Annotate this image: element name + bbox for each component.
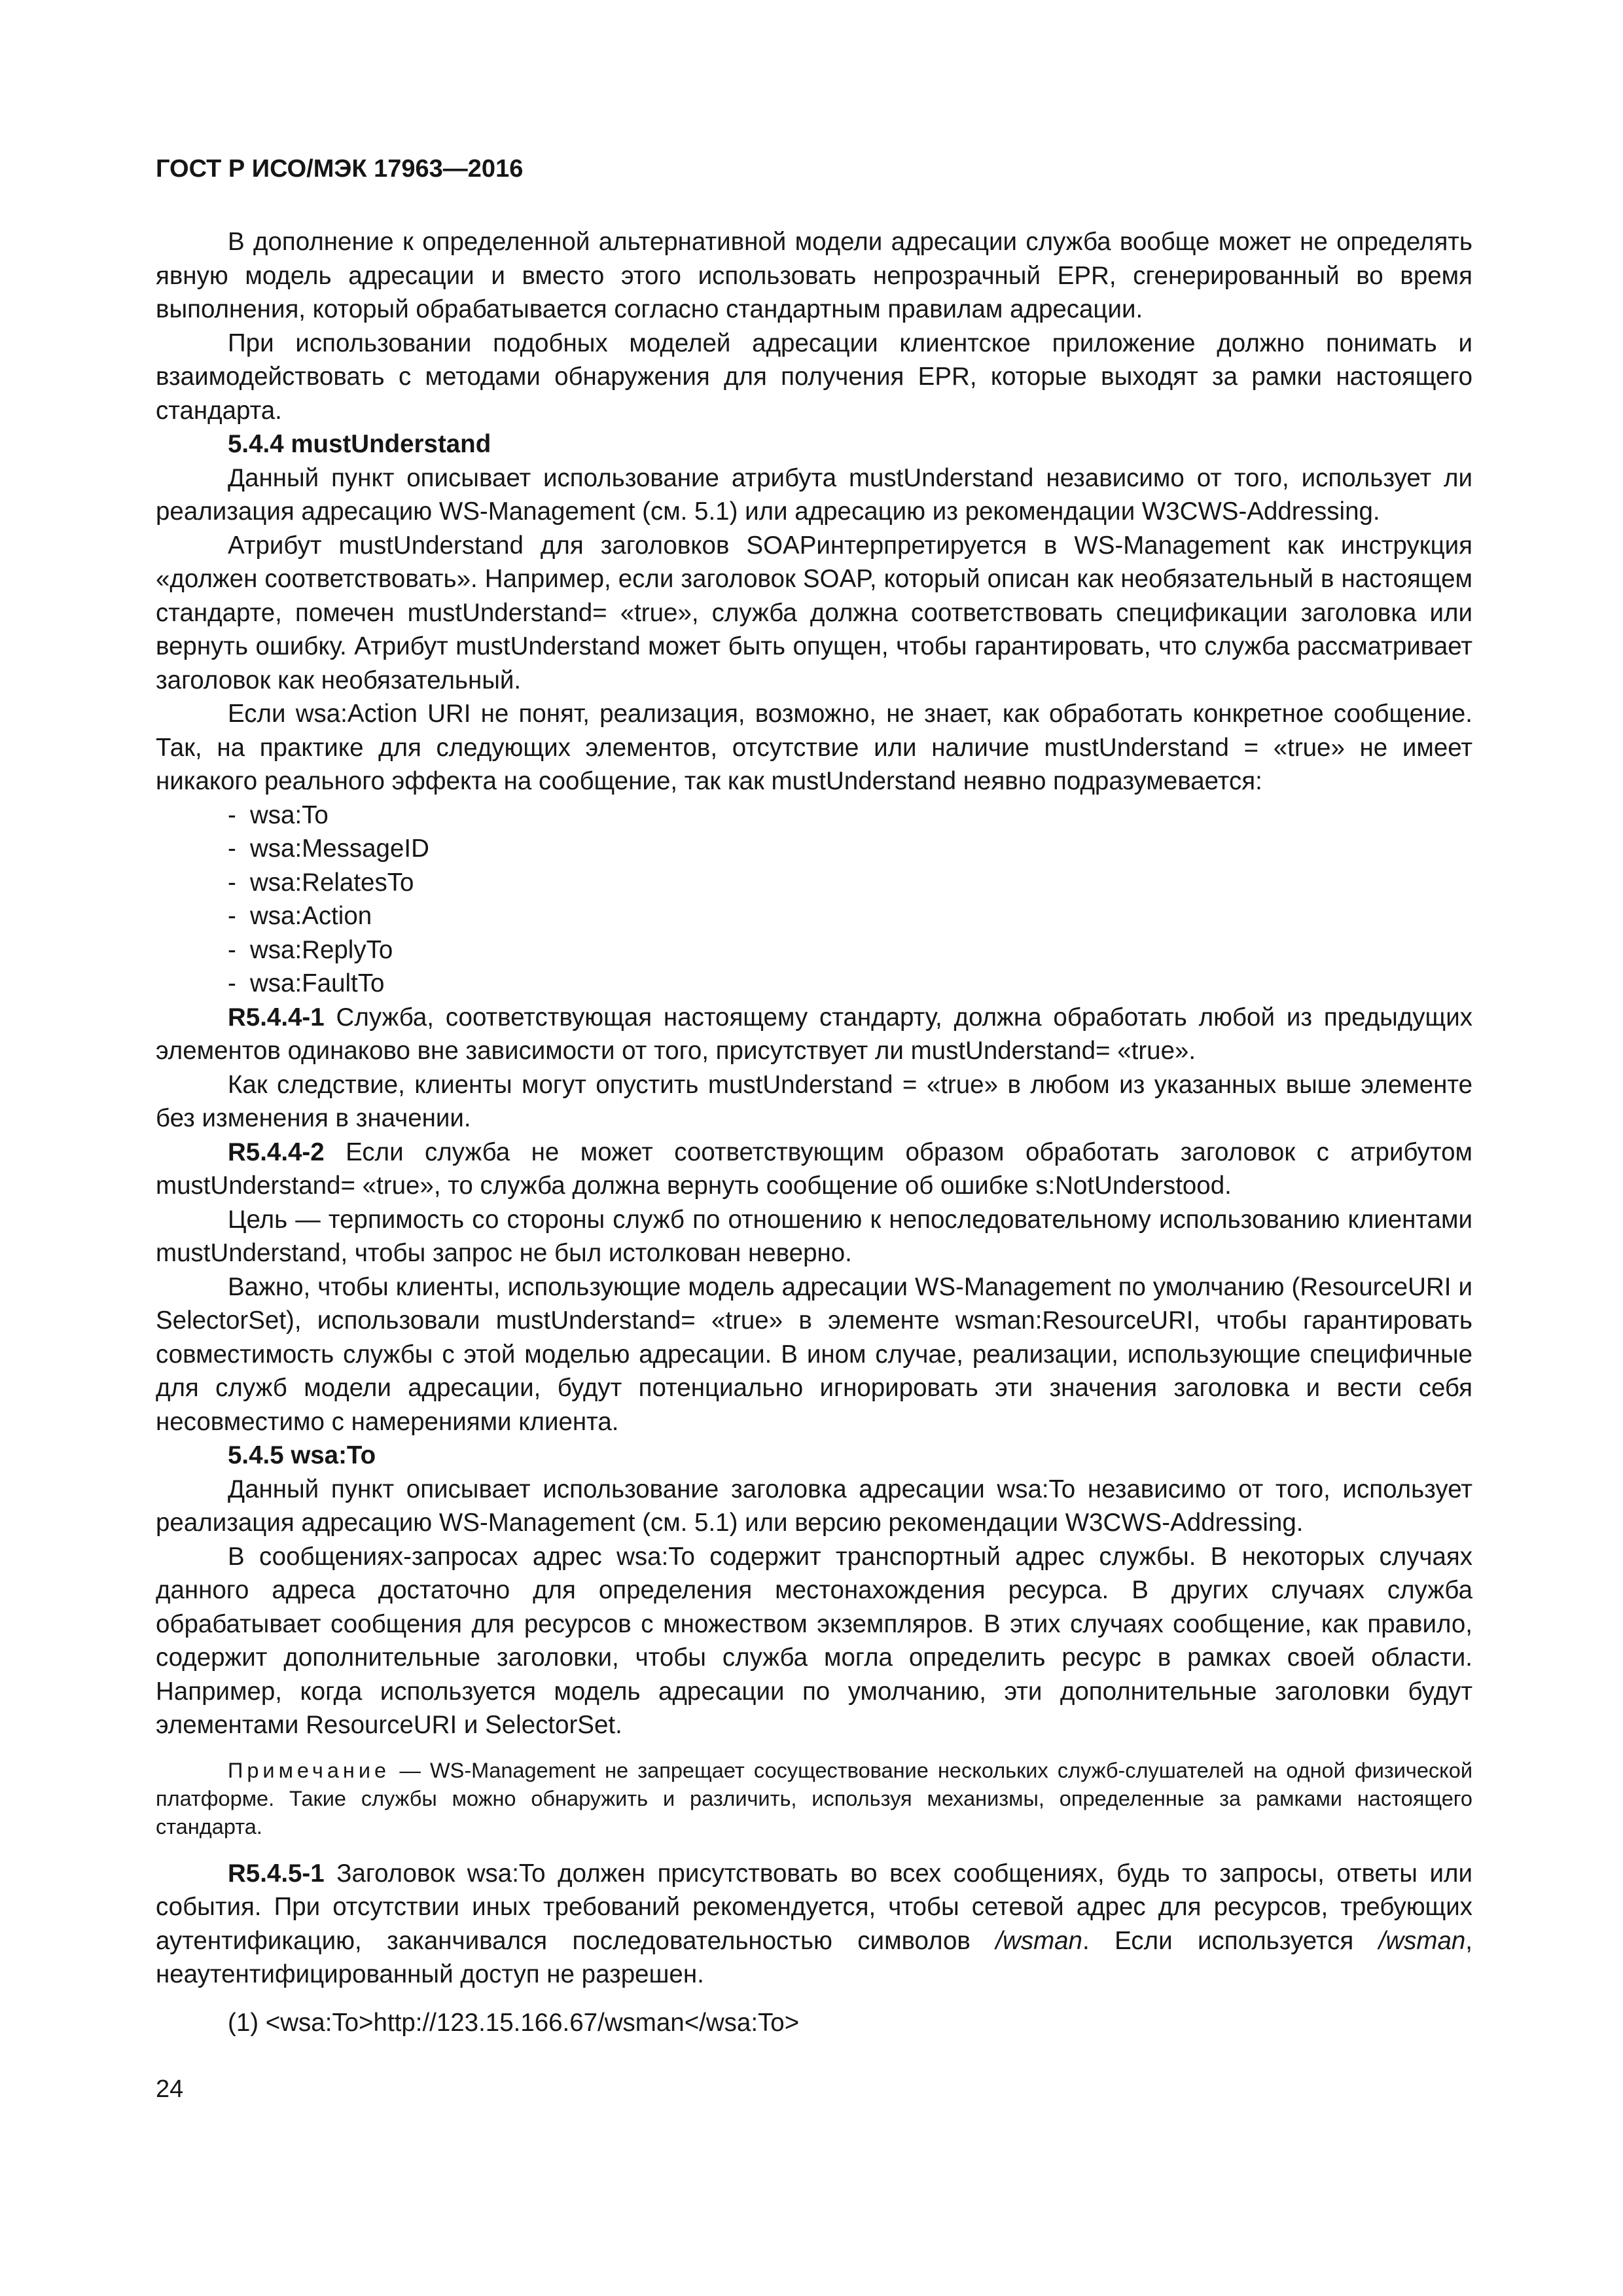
- paragraph: Цель — терпимость со стороны служб по отношению к непоследовательному использованию клиентами mustUnderstand, чтобы запрос не был истолкован неверно.: [156, 1205, 1472, 1267]
- requirement-r5-4-5-1: R5.4.5-1 Заголовок wsa:To должен присутствовать во всех сообщениях, будь то запросы, ответы или события. При отсутствии иных требований рекомендуется, чтобы сетевой адрес для ресурсов, требующих аутентификацию, заканчивался последовательностью символов /wsman. Если используется /wsman, неаутентифицированный доступ не разрешен.: [156, 1859, 1472, 1988]
- paragraph: Важно, чтобы клиенты, использующие модель адресации WS-Management по умолчанию (ResourceURI и SelectorSet), использовали mustUnderstand= «true» в элементе wsman:ResourceURI, чтобы гарантировать совместимость службы с этой моделью адресации. В ином случае, реализации, использующие специфичные для служб модели адресации, будут потенциально игнорировать эти значения заголовка и вести себя несовместимо с намерениями клиента.: [156, 1272, 1472, 1436]
- element-list: [156, 798, 1472, 1001]
- list-marker: -: [228, 834, 236, 863]
- requirement-r5-4-4-2: R5.4.4-2 Если служба не может соответствующим образом обработать заголовок с атрибутом mustUnderstand= «true», то служба должна вернуть сообщение об ошибке s:NotUnderstood.: [156, 1138, 1472, 1200]
- list-item: - wsa:FaultTo: [228, 967, 1472, 1001]
- paragraph: Атрибут mustUnderstand для заголовков SOAPинтерпретируется в WS-Management как инструкция «должен соответствовать». Например, если заголовок SOAP, который описан как необязательный в настоящем стандарте, помечен mustUnderstand= «true», служба должна соответствовать спецификации заголовка или вернуть ошибку. Атрибут mustUnderstand может быть опущен, чтобы гарантировать, что служба рассматривает заголовок как необязательный.: [156, 531, 1472, 694]
- list-marker: -: [228, 902, 236, 930]
- list-marker: -: [228, 868, 236, 897]
- requirement-id: R5.4.4-2: [228, 1138, 325, 1166]
- list-marker: -: [228, 969, 236, 997]
- paragraph: Данный пункт описывает использование атрибута mustUnderstand независимо от того, использует ли реализация адресацию WS-Management (см. 5.1) или адресацию из рекомендации W3CWS-Addressing.: [156, 463, 1472, 526]
- paragraph: Данный пункт описывает использование заголовка адресации wsa:To независимо от того, использует реализация адресацию WS-Management (см. 5.1) или версию рекомендации W3CWS-Addressing.: [156, 1475, 1472, 1537]
- list-item: - wsa:Action: [228, 899, 1472, 933]
- standard-header: ГОСТ Р ИСО/МЭК 17963—2016: [156, 155, 524, 183]
- section-heading-5-4-4: 5.4.4 mustUnderstand: [228, 430, 491, 458]
- list-marker: -: [228, 935, 236, 964]
- list-item: - wsa:RelatesTo: [228, 866, 1472, 900]
- code-example: (1) <wsa:To>http://123.15.166.67/wsman</wsa:To>: [228, 2008, 800, 2037]
- document-page: [156, 153, 1472, 2039]
- paragraph: Как следствие, клиенты могут опустить mustUnderstand = «true» в любом из указанных выше элементе без изменения в значении.: [156, 1070, 1472, 1132]
- list-item: - wsa:To: [228, 798, 1472, 833]
- paragraph: В дополнение к определенной альтернативной модели адресации служба вообще может не определять явную модель адресации и вместо этого использовать непрозрачный EPR, сгенерированный во время выполнения, который обрабатывается согласно стандартным правилам адресации.: [156, 228, 1472, 323]
- requirement-id: R5.4.4-1: [228, 1003, 325, 1031]
- requirement-r5-4-4-1: R5.4.4-1 Служба, соответствующая настоящему стандарту, должна обработать любой из предыдущих элементов одинаково вне зависимости от того, присутствует ли mustUnderstand= «true».: [156, 1003, 1472, 1065]
- requirement-id: R5.4.5-1: [228, 1859, 325, 1888]
- list-marker: -: [228, 800, 236, 829]
- document-body: [156, 225, 1472, 2039]
- paragraph: При использовании подобных моделей адресации клиентское приложение должно понимать и взаимодействовать с методами обнаружения для получения EPR, которые выходят за рамки настоящего стандарта.: [156, 329, 1472, 425]
- paragraph: Если wsa:Action URI не понят, реализация, возможно, не знает, как обработать конкретное сообщение. Так, на практике для следующих элементов, отсутствие или наличие mustUnderstand = «true» не имеет никакого реального эффекта на сообщение, так как mustUnderstand неявно подразумевается:: [156, 700, 1472, 795]
- section-heading-5-4-5: 5.4.5 wsa:To: [228, 1441, 376, 1469]
- paragraph: В сообщениях-запросах адрес wsa:To содержит транспортный адрес службы. В некоторых случаях данного адреса достаточно для определения местонахождения ресурса. В других случаях служба обрабатывает сообщения для ресурсов с множеством экземпляров. В этих случаях сообщение, как правило, содержит дополнительные заголовки, чтобы служба могла определить ресурс в рамках своей области. Например, когда используется модель адресации по умолчанию, эти дополнительные заголовки будут элементами ResourceURI и SelectorSet.: [156, 1542, 1472, 1739]
- list-item: - wsa:ReplyTo: [228, 933, 1472, 967]
- list-item: - wsa:MessageID: [228, 832, 1472, 866]
- page-number: 24: [156, 2075, 184, 2103]
- note-label: Примечание: [228, 1758, 391, 1782]
- note: Примечание — WS-Management не запрещает сосуществование нескольких служб-слушателей на одной физической платформе. Такие службы можно обнаружить и различить, используя механизмы, определенные за рамками настоящего стандарта.: [156, 1758, 1472, 1839]
